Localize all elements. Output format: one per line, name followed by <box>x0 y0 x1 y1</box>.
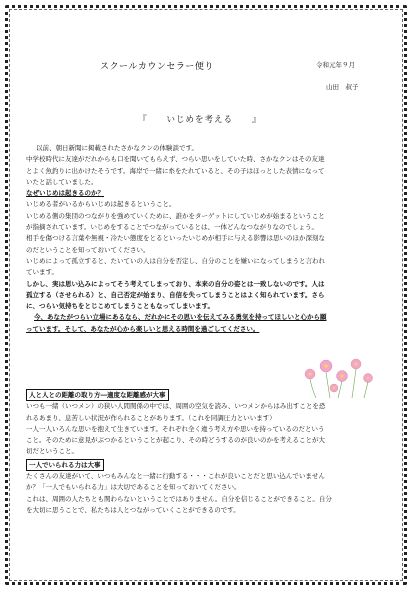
message-line: 今、あなたがつらい立場にあるなら、だれかにその思いを伝えてみる勇気を持ってほしいと心から願 <box>34 313 327 322</box>
body-line: 切だということ。 <box>26 447 78 456</box>
body-line: を大切に思うことで、私たちは人とつながっていくことができるのです。 <box>26 505 240 514</box>
body-line: いじめる者がいるからいじめは起きるということ。 <box>26 200 176 209</box>
body-line: 一人一人いろんな思いを抱えて生きています。それぞれ全く違う考え方や思いを持っているのだという <box>26 424 325 433</box>
body-line: れるあまり、息苦しい状況が作られることがあります。（これを同調圧力といいます） <box>26 413 276 422</box>
body-line: いじめる側の集団のつながりを強めていくために、誰かをターゲットにしていじめが始まるということ <box>26 211 325 220</box>
emphasis-line: しかし、実は思い込みによってそう考えてしまっており、本来の自分の姿とは一致しないのです。人は <box>26 279 325 288</box>
emphasis-line: 孤立する（させられる）と、自己否定が始まり、自信を失ってしまうことはよく知られています。さら <box>26 290 325 299</box>
body-line: たくさんの友達がいて、いつもみんなと一緒に行動する・・・これが良いことだと思い込んでいません <box>26 472 325 481</box>
section-bullying <box>26 143 390 335</box>
section-heading: 人と人との距離の取り方―適度な距離感が大事 <box>26 389 169 401</box>
body-line: 相手を傷つける言葉や無視・冷たい態度をとるといったいじめが相手に与える影響は思いのほか深刻な <box>26 234 325 243</box>
article-headline: 『 いじめを考える 』 <box>138 115 262 125</box>
section-heading: 一人でいられる力は大事 <box>26 459 104 471</box>
intro-line: 以前、朝日新聞に掲載されたさかなクンの体験談です。 <box>36 144 198 152</box>
body-line: か？「一人でもいられる力」は大切であることを知っておいてください。 <box>26 483 241 492</box>
newsletter-title: スクールカウンセラー便り <box>100 62 214 72</box>
body-line: ています。 <box>26 268 58 277</box>
emphasis-line: に、つらい気持ちをとじこめてしまうこともなってしまいます。 <box>26 302 214 311</box>
body-line: こと。そのために意見がぶつかるということが起こり、その時どうするのが良いのかを考えることが大 <box>26 436 325 445</box>
intro-line: とよく魚釣りに出かけたそうです。海岸で一緒に糸をたれていると、その子はほっとした表情になって <box>26 166 325 175</box>
body-line: のだということを知っておいてください。 <box>26 245 150 254</box>
body-line: いつも一緒（いつメン）の狭い人間関係の中では、周囲の空気を読み、いつメンからはみ出すことを恐 <box>26 402 326 411</box>
body-line: いじめによって孤立すると、たいていの人は自分を否定し、自分のことを嫌いになってしまうと言われ <box>26 256 325 265</box>
body-line: が指摘されています。いじめをすることでつながっているとは、一体どんなつながりなのでしょう。 <box>26 223 318 232</box>
issue-date: 令和元年９月 <box>316 61 355 69</box>
message-line: っています。そして、あなたが心から楽しいと思える時間を過ごしてください。 <box>26 324 260 333</box>
author-name: 山田 叔子 <box>326 83 359 91</box>
section-heading: なぜいじめは起きるのか？ <box>26 189 104 198</box>
section-distance <box>26 389 390 516</box>
intro-line: いたと話していました。 <box>26 177 98 186</box>
body-line: これは、周囲の人たちとも関わらないということではありません。自分を信じることができること。自分 <box>26 494 332 503</box>
intro-line: 中学校時代に友達がだれからも口を聞いてもらえず、つらい思いをしていた時、さかなクンはその友達 <box>26 155 325 164</box>
